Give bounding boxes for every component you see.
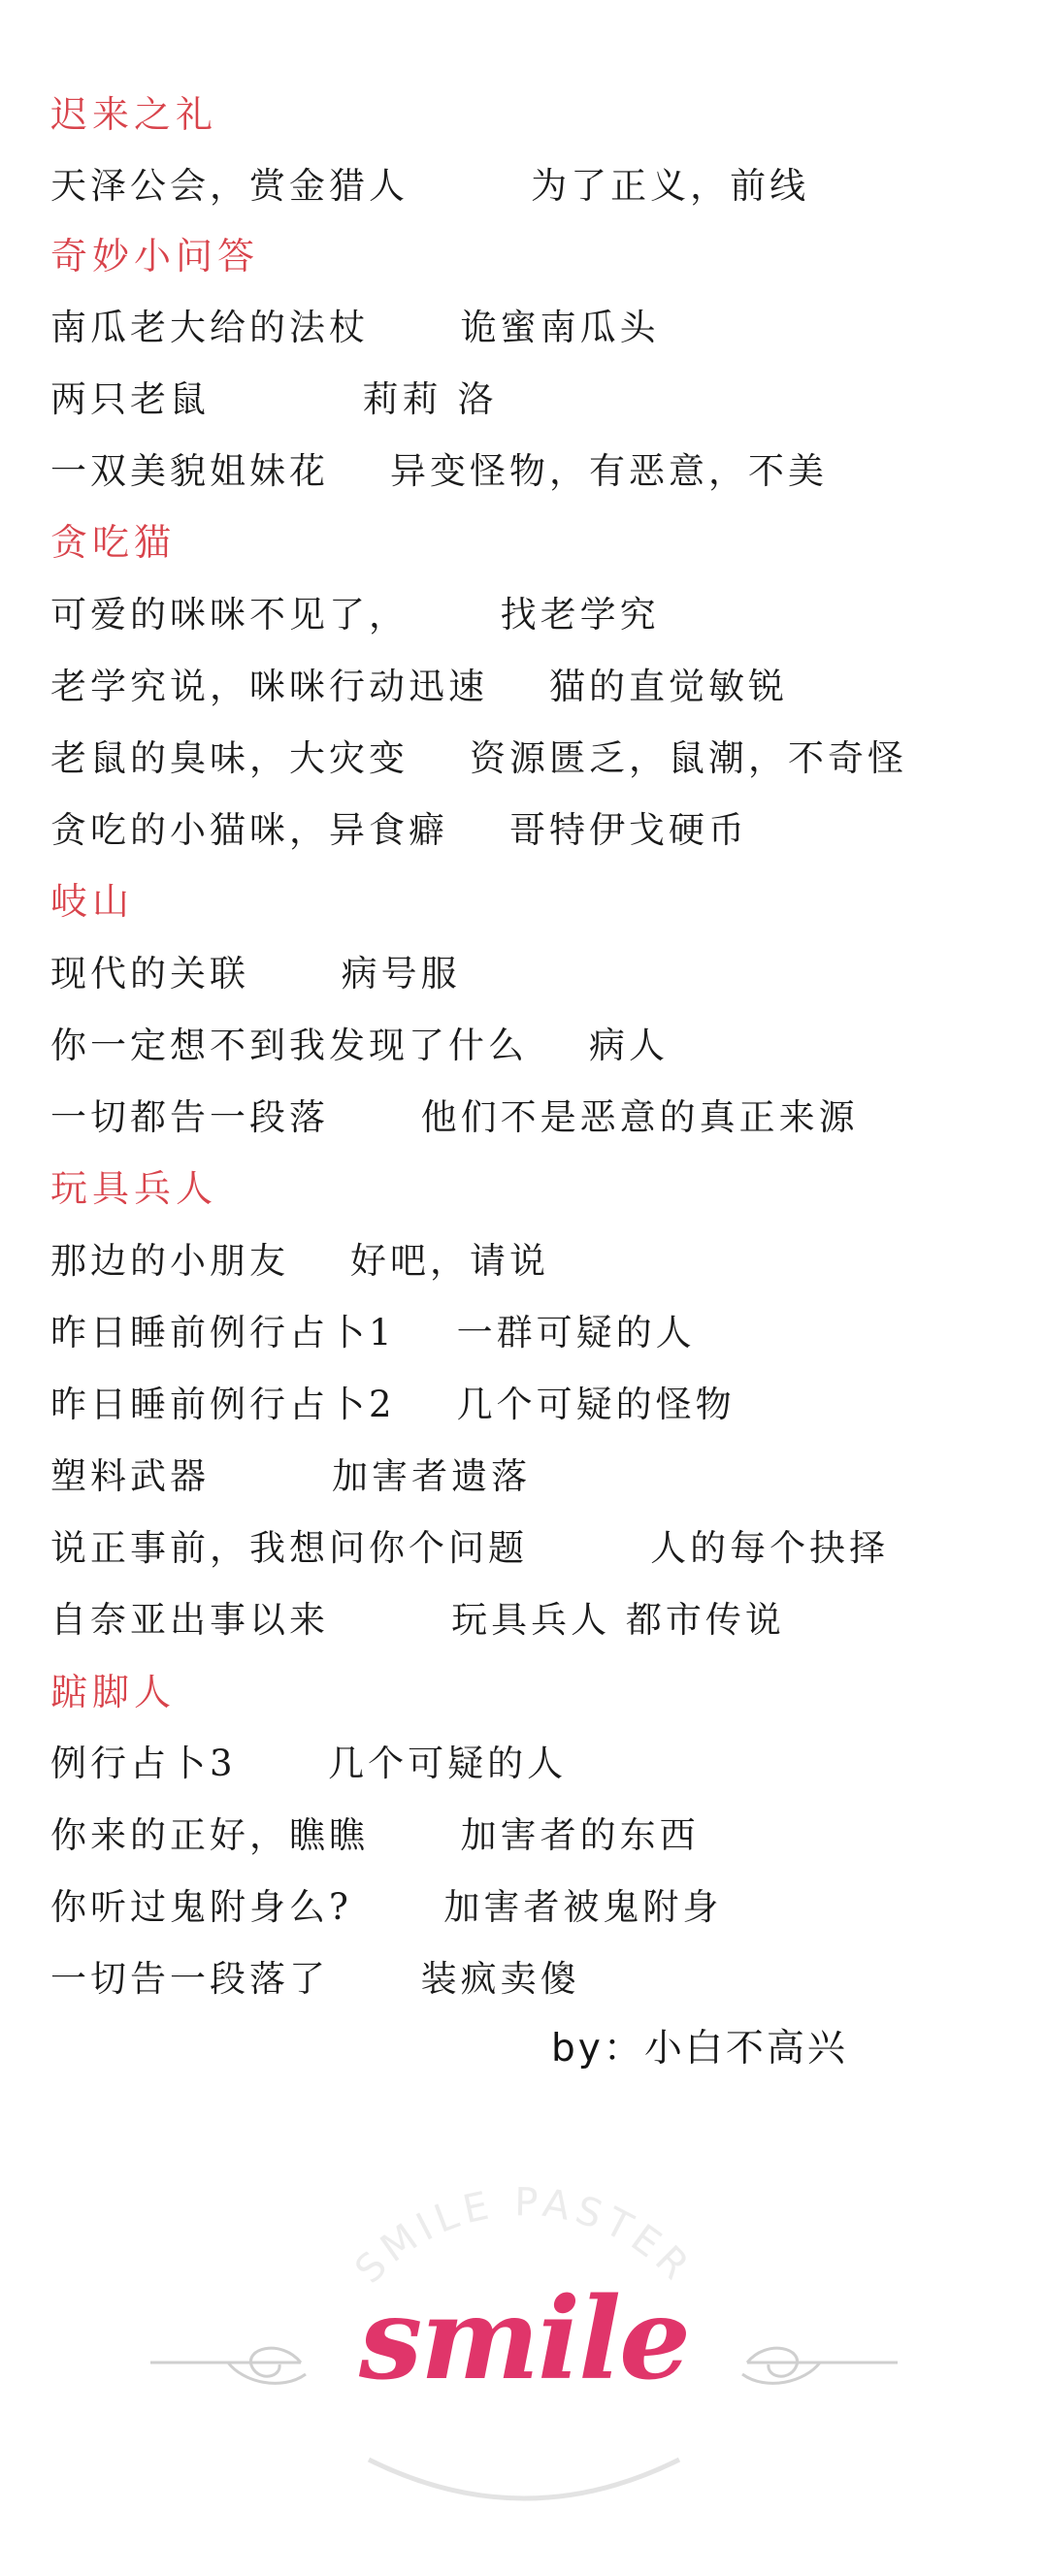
section-heading: 玩具兵人	[50, 1167, 218, 1210]
byline: by：小白不高兴	[551, 2027, 848, 2071]
right-ornament-icon	[742, 2348, 898, 2383]
text-line: 例行占卜3 几个可疑的人	[50, 1743, 568, 1784]
smile-paster-sticker	[136, 2149, 912, 2527]
text-line: 你听过鬼附身么? 加害者被鬼附身	[50, 1886, 723, 1928]
section-heading: 踮脚人	[50, 1671, 177, 1713]
text-line: 那边的小朋友 好吧，请说	[50, 1240, 550, 1282]
text-line: 说正事前，我想问你个问题 人的每个抉择	[50, 1527, 890, 1569]
text-line: 贪吃的小猫咪，异食癖 哥特伊戈硬币	[50, 809, 749, 851]
text-line: 可爱的咪咪不见了， 找老学究	[50, 594, 660, 636]
text-line: 一切都告一段落 他们不是恶意的真正来源	[50, 1096, 859, 1138]
text-line: 天泽公会，赏金猎人 为了正义，前线	[50, 165, 810, 207]
section-heading: 迟来之礼	[50, 93, 218, 136]
text-line: 自奈亚出事以来 玩具兵人 都市传说	[50, 1599, 785, 1641]
text-line: 一切告一段落了 装疯卖傻	[50, 1958, 580, 2000]
section-heading: 贪吃猫	[50, 521, 177, 564]
text-line: 塑料武器 加害者遗落	[50, 1455, 532, 1497]
text-line: 南瓜老大给的法杖 诡蜜南瓜头	[50, 307, 660, 348]
paster-smile-text: smile	[359, 2273, 689, 2405]
text-line: 你一定想不到我发现了什么 病人	[50, 1025, 670, 1066]
section-heading: 岐山	[50, 880, 135, 923]
text-line: 昨日睡前例行占卜2 几个可疑的怪物	[50, 1384, 736, 1425]
text-line: 老鼠的臭味，大灾变 资源匮乏，鼠潮，不奇怪	[50, 737, 908, 779]
text-line: 现代的关联 病号服	[50, 953, 461, 995]
paster-bottom-arc	[369, 2460, 679, 2498]
text-line: 两只老鼠 莉莉 洛	[50, 378, 498, 420]
left-ornament-icon	[150, 2348, 306, 2383]
paster-arc-text: SMILE PASTER	[346, 2180, 702, 2293]
text-line: 老学究说，咪咪行动迅速 猫的直觉敏锐	[50, 666, 789, 707]
text-line: 你来的正好，瞧瞧 加害者的东西	[50, 1814, 700, 1856]
section-heading: 奇妙小问答	[50, 235, 260, 277]
text-line: 昨日睡前例行占卜1 一群可疑的人	[50, 1312, 696, 1353]
text-line: 一双美貌姐妹花 异变怪物，有恶意，不美	[50, 450, 829, 492]
